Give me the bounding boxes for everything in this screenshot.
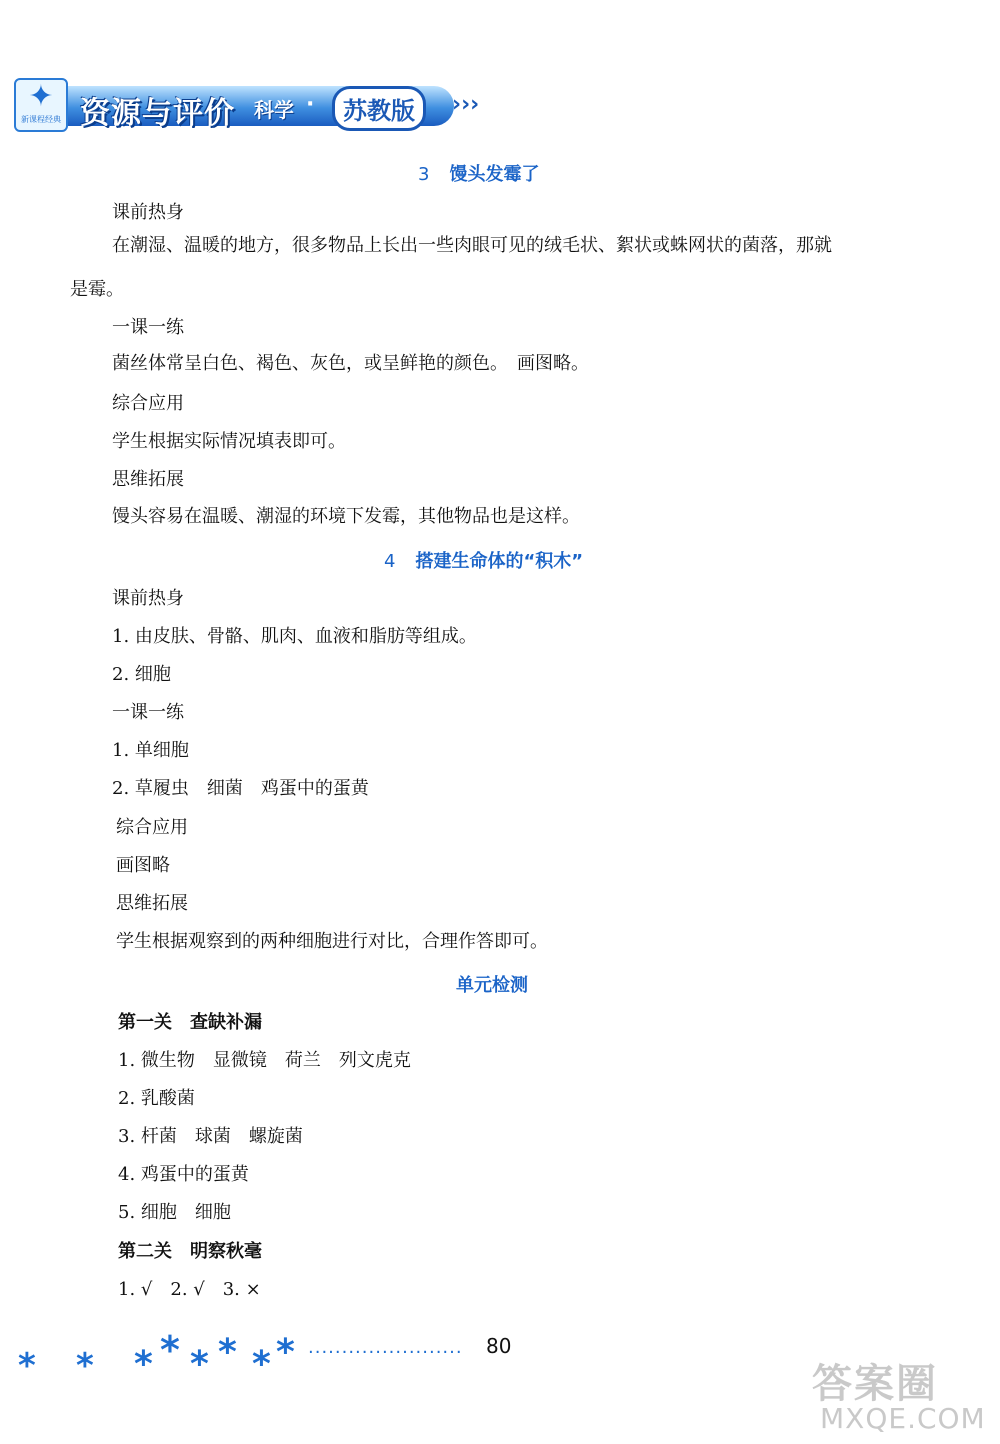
s4-line-7: 画图略 bbox=[116, 855, 170, 876]
series-title: 资源与评价 bbox=[80, 96, 235, 131]
s3-line-8: 馒头容易在温暖、潮湿的环境下发霉，其他物品也是这样。 bbox=[112, 506, 580, 527]
s4-line-8: 思维拓展 bbox=[116, 893, 188, 914]
part-2-line-0: 1. √ 2. √ 3. × bbox=[118, 1279, 261, 1300]
star-icon: * bbox=[190, 1344, 209, 1385]
subject-label: 科学 bbox=[254, 98, 294, 122]
s3-line-3: 一课一练 bbox=[112, 317, 184, 338]
logo-caption: 新课程经典 bbox=[21, 115, 61, 124]
footer-stars bbox=[18, 1322, 318, 1386]
header-banner bbox=[14, 76, 484, 134]
star-icon: * bbox=[18, 1346, 36, 1386]
footer-dot-leader: ······················· bbox=[308, 1342, 463, 1363]
star-icon: * bbox=[134, 1344, 153, 1385]
part-1-line-4: 5. 细胞 细胞 bbox=[118, 1202, 231, 1223]
s3-line-7: 思维拓展 bbox=[112, 469, 184, 490]
s4-line-2: 2. 细胞 bbox=[112, 664, 171, 685]
watermark-logo: 答案圈 bbox=[812, 1361, 938, 1407]
s3-line-0: 课前热身 bbox=[112, 202, 184, 223]
chevrons-icon: ››› bbox=[452, 92, 480, 117]
s3-line-4: 菌丝体常呈白色、褐色、灰色，或呈鲜艳的颜色。 画图略。 bbox=[112, 353, 589, 374]
s3-line-2: 是霉。 bbox=[70, 279, 124, 300]
part-1-line-0: 1. 微生物 显微镜 荷兰 列文虎克 bbox=[118, 1050, 411, 1071]
section-3-heading bbox=[418, 160, 539, 186]
banner-separator: · bbox=[306, 92, 315, 117]
star-icon: * bbox=[76, 1346, 94, 1386]
s4-line-9: 学生根据观察到的两种细胞进行对比，合理作答即可。 bbox=[116, 931, 548, 952]
edition-badge: 苏教版 bbox=[332, 86, 426, 131]
s4-line-0: 课前热身 bbox=[112, 588, 184, 609]
part-2-title: 第二关 明察秋毫 bbox=[118, 1241, 262, 1262]
section-4-title: 搭建生命体的“积木” bbox=[415, 551, 584, 572]
s3-line-6: 学生根据实际情况填表即可。 bbox=[112, 431, 346, 452]
s4-line-6: 综合应用 bbox=[116, 817, 188, 838]
section-3-title: 馒头发霉了 bbox=[449, 164, 540, 185]
part-1-title: 第一关 查缺补漏 bbox=[118, 1012, 262, 1033]
unit-test-heading: 单元检测 bbox=[456, 975, 528, 996]
star-icon: * bbox=[252, 1344, 271, 1385]
section-4-number: 4 bbox=[384, 551, 396, 572]
part-1-line-2: 3. 杆菌 球菌 螺旋菌 bbox=[118, 1126, 303, 1147]
s4-line-3: 一课一练 bbox=[112, 702, 184, 723]
page-number: 80 bbox=[486, 1334, 512, 1358]
star-icon: * bbox=[276, 1332, 295, 1373]
s3-line-5: 综合应用 bbox=[112, 393, 184, 414]
s4-line-5: 2. 草履虫 细菌 鸡蛋中的蛋黄 bbox=[112, 778, 369, 799]
star-icon: ✦ bbox=[28, 79, 54, 114]
section-3-number: 3 bbox=[418, 164, 430, 185]
part-1-line-1: 2. 乳酸菌 bbox=[118, 1088, 195, 1109]
s4-line-1: 1. 由皮肤、骨骼、肌肉、血液和脂肪等组成。 bbox=[112, 626, 477, 647]
section-4-heading bbox=[384, 547, 583, 573]
s3-line-1: 在潮湿、温暖的地方，很多物品上长出一些肉眼可见的绒毛状、絮状或蛛网状的菌落，那就 bbox=[112, 235, 832, 256]
publisher-logo bbox=[14, 78, 68, 132]
watermark-url: MXQE.COM bbox=[820, 1402, 986, 1435]
star-icon: * bbox=[218, 1332, 237, 1373]
part-1-line-3: 4. 鸡蛋中的蛋黄 bbox=[118, 1164, 249, 1185]
s4-line-4: 1. 单细胞 bbox=[112, 740, 189, 761]
star-icon: * bbox=[160, 1328, 180, 1372]
